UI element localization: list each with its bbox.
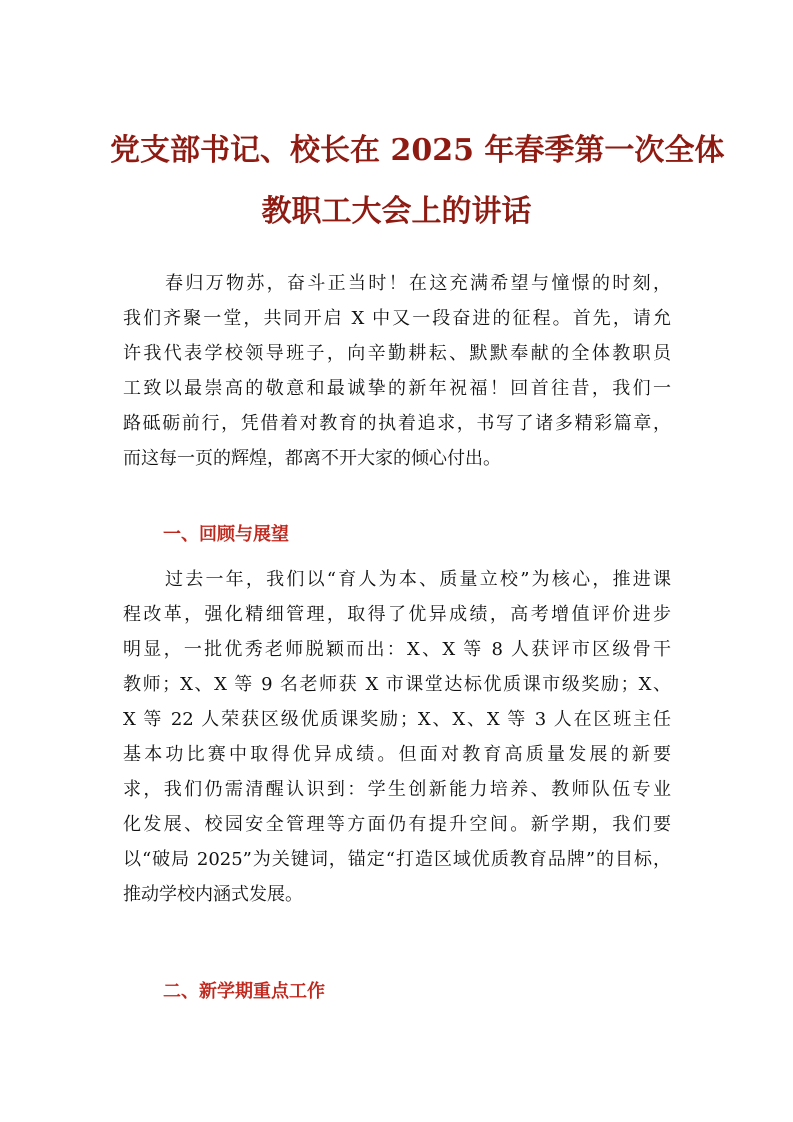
paragraph-line: 而这每一页的辉煌，都离不开大家的倾心付出。 — [123, 448, 501, 469]
paragraph-line: 明显，一批优秀老师脱颖而出：X、X 等 8 人获评市区级骨干 — [123, 639, 671, 660]
paragraph-line: 求，我们仍需清醒认识到：学生创新能力培养、教师队伍专业 — [123, 779, 671, 800]
document-title-line-2: 教职工大会上的讲话 — [261, 194, 532, 229]
paragraph-line: 以“破局 2025”为关键词，锚定“打造区域优质教育品牌”的目标， — [123, 849, 671, 870]
document-title-line-1: 党支部书记、校长在 2025 年春季第一次全体 — [110, 133, 725, 168]
paragraph-line: 路砥砺前行，凭借着对教育的执着追求，书写了诸多精彩篇章， — [123, 413, 671, 434]
paragraph-line: 许我代表学校领导班子，向辛勤耕耘、默默奉献的全体教职员 — [123, 343, 671, 364]
paragraph-line: 春归万物苏，奋斗正当时！在这充满希望与憧憬的时刻， — [165, 273, 671, 294]
paragraph-line: 教师；X、X 等 9 名老师获 X 市课堂达标优质课市级奖励；X、 — [123, 674, 671, 695]
paragraph-line: 过去一年，我们以“育人为本、质量立校”为核心，推进课 — [165, 569, 671, 590]
paragraph-line: X 等 22 人荣获区级优质课奖励；X、X、X 等 3 人在区班主任 — [123, 709, 671, 730]
paragraph-line: 我们齐聚一堂，共同开启 X 中又一段奋进的征程。首先，请允 — [123, 308, 671, 329]
section-heading-1: 一、回顾与展望 — [163, 524, 289, 545]
paragraph-line: 工致以最崇高的敬意和最诚挚的新年祝福！回首往昔，我们一 — [123, 378, 671, 399]
section-heading-2: 二、新学期重点工作 — [163, 981, 325, 1002]
paragraph-line: 化发展、校园安全管理等方面仍有提升空间。新学期，我们要 — [123, 814, 671, 835]
paragraph-line: 程改革，强化精细管理，取得了优异成绩，高考增值评价进步 — [123, 604, 671, 625]
paragraph-line: 基本功比赛中取得优异成绩。但面对教育高质量发展的新要 — [123, 744, 671, 765]
paragraph-line: 推动学校内涵式发展。 — [123, 884, 303, 905]
